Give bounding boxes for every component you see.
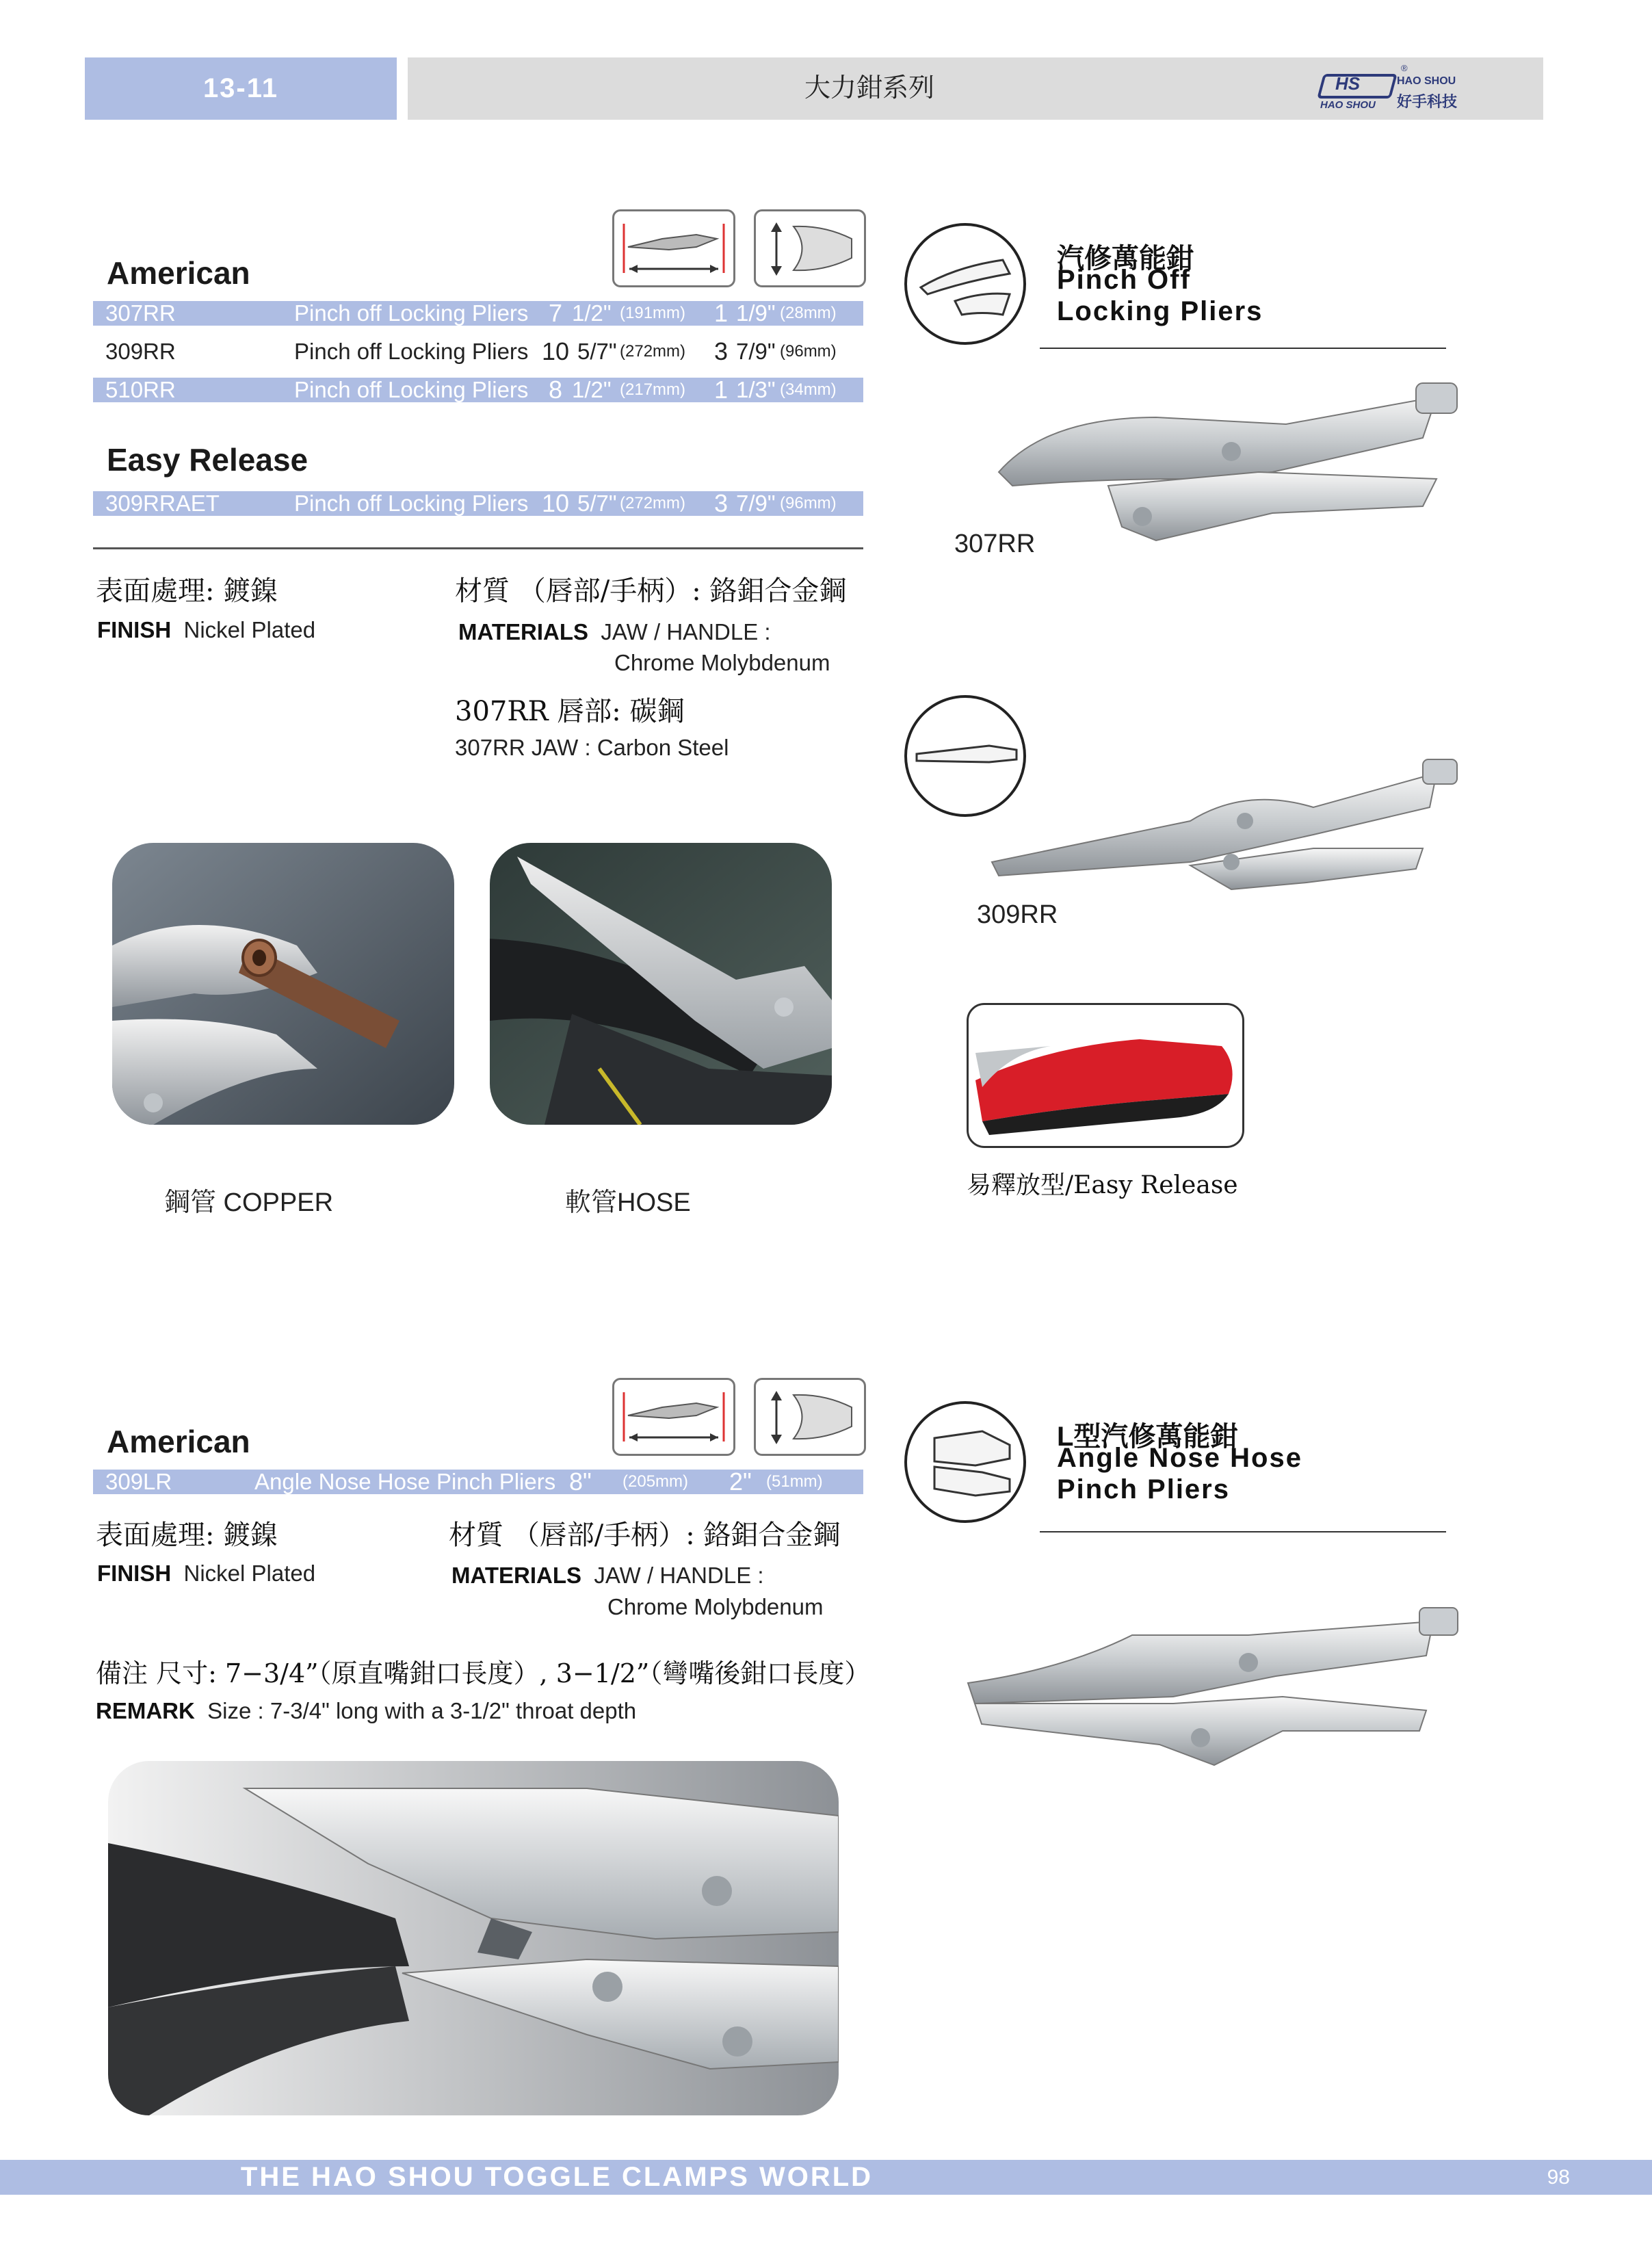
- copper-pipe-photo: [112, 843, 454, 1125]
- product1-title-en-2: Locking Pliers: [1057, 296, 1263, 326]
- materials-cn: 材質 （唇部/手柄）: 鉻鉬合金鋼: [449, 1519, 841, 1551]
- length-dimension-icon: [612, 1378, 735, 1456]
- divider: [1040, 1531, 1446, 1532]
- angle-nose-jaw-icon: [904, 1401, 1026, 1523]
- materials-line: MATERIALS JAW / HANDLE :: [458, 619, 771, 644]
- section1-group2-title: Easy Release: [107, 442, 309, 478]
- product1-title-en-1: Pinch Off: [1057, 265, 1191, 295]
- page-code-tab: [85, 57, 397, 120]
- finish-line: FINISH Nickel Plated: [97, 1561, 316, 1586]
- easy-release-caption: 易釋放型/Easy Release: [967, 1171, 1238, 1199]
- pinch-off-jaw-icon: [904, 223, 1026, 345]
- hose-caption: 軟管HOSE: [565, 1188, 691, 1217]
- jaw-capacity-icon: [754, 1378, 866, 1456]
- length-dimension-icon: [612, 209, 735, 287]
- finish-line: FINISH Nickel Plated: [97, 617, 316, 642]
- finish-cn: 表面處理: 鍍鎳: [96, 575, 278, 607]
- product2-title-en-2: Pinch Pliers: [1057, 1474, 1230, 1504]
- page-number: 98: [1547, 2166, 1570, 2189]
- remark-line: REMARK Size : 7-3/4" long with a 3-1/2" throat depth: [96, 1698, 637, 1723]
- table-row: 309RRAET Pinch off Locking Pliers 10 5/7" (272mm) 3 7/9" (96mm): [93, 491, 863, 516]
- materials-value: Chrome Molybdenum: [614, 650, 830, 675]
- jaw-note-en: 307RR JAW : Carbon Steel: [455, 735, 729, 760]
- footer-bar: [0, 2160, 1652, 2195]
- product2-title-en-1: Angle Nose Hose: [1057, 1443, 1302, 1473]
- product-307rr-label: 307RR: [954, 530, 1036, 558]
- divider: [1040, 348, 1446, 349]
- materials-line: MATERIALS JAW / HANDLE :: [451, 1563, 764, 1588]
- easy-release-image: [967, 1003, 1244, 1148]
- product2-title-cn: L型汽修萬能鉗: [1057, 1422, 1238, 1452]
- jaw-note-cn: 307RR 唇部: 碳鋼: [455, 696, 685, 727]
- table-row: 510RR Pinch off Locking Pliers 8 1/2" (217mm) 1 1/3" (34mm): [93, 378, 863, 402]
- divider: [93, 547, 863, 549]
- table-row: 307RR Pinch off Locking Pliers 7 1/2" (191mm) 1 1/9" (28mm): [93, 301, 863, 326]
- hose-photo: [490, 843, 832, 1125]
- section2-group-title: American: [107, 1424, 250, 1459]
- product-309rr-label: 309RR: [977, 900, 1058, 929]
- page-title: 大力鉗系列: [804, 74, 934, 103]
- table-row: 309LR Angle Nose Hose Pinch Pliers 8" (205mm) 2" (51mm): [93, 1470, 863, 1494]
- remark-cn: 備注 尺寸: 7−3/4”（原直嘴鉗口長度）, 3−1/2”（彎嘴後鉗口長度）: [96, 1658, 871, 1688]
- section1-group1-title: American: [107, 255, 250, 291]
- product-309lr-image: [954, 1594, 1495, 1792]
- finish-cn: 表面處理: 鍍鎳: [96, 1519, 278, 1551]
- angle-nose-hose-photo: [108, 1761, 839, 2115]
- page-code: 13-11: [202, 73, 279, 103]
- table-row: 309RR Pinch off Locking Pliers 10 5/7" (272mm) 3 7/9" (96mm): [105, 337, 837, 365]
- brand-logo: HS HAO SHOU ® HAO SHOU 好手科技: [1320, 70, 1478, 111]
- jaw-capacity-icon: [754, 209, 866, 287]
- copper-caption: 鋼管 COPPER: [164, 1188, 334, 1217]
- product1-title-cn: 汽修萬能鉗: [1057, 244, 1194, 274]
- header-bar: [408, 57, 1543, 120]
- materials-value: Chrome Molybdenum: [607, 1594, 824, 1619]
- materials-cn: 材質 （唇部/手柄）: 鉻鉬合金鋼: [455, 575, 847, 607]
- product-309rr-image: [985, 746, 1491, 917]
- product-307rr-image: [985, 369, 1491, 575]
- footer-title: THE HAO SHOU TOGGLE CLAMPS WORLD: [240, 2162, 874, 2192]
